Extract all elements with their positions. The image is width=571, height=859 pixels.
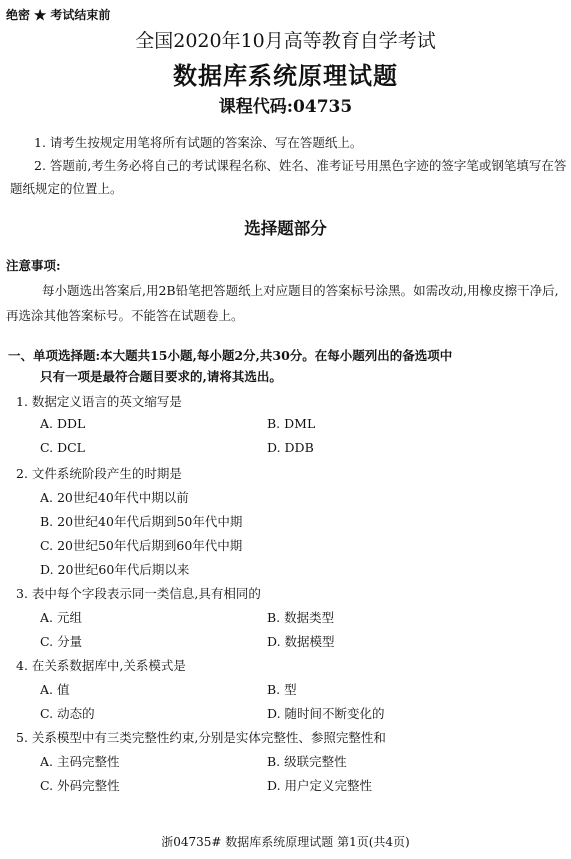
question-3-option-a: A. 元组 <box>40 610 82 625</box>
subject-title: 数据库系统原理试题 <box>173 61 398 90</box>
question-2-stem: 2. 文件系统阶段产生的时期是 <box>16 466 182 481</box>
question-5-option-c: C. 外码完整性 <box>40 778 120 793</box>
question-4-stem: 4. 在关系数据库中,关系模式是 <box>16 658 186 673</box>
question-4-option-b: B. 型 <box>267 682 297 697</box>
question-2-option-a: A. 20世纪40年代中期以前 <box>40 490 189 505</box>
exam-title: 全国2020年10月高等教育自学考试 <box>135 30 436 52</box>
question-5-option-a: A. 主码完整性 <box>40 754 120 769</box>
question-2-option-b: B. 20世纪40年代后期到50年代中期 <box>40 514 243 529</box>
section-title: 选择题部分 <box>244 219 327 238</box>
instruction-1: 1. 请考生按规定用笔将所有试题的答案涂、写在答题纸上。 <box>34 135 363 150</box>
question-4-option-a: A. 值 <box>40 682 70 697</box>
question-2-option-d: D. 20世纪60年代后期以来 <box>40 562 190 577</box>
question-1-option-b: B. DML <box>267 416 316 431</box>
part-one-heading <box>8 345 558 387</box>
question-1-option-a: A. DDL <box>40 416 86 431</box>
notice-body: 每小题选出答案后,用2B铅笔把答题纸上对应题目的答案标号涂黑。如需改动,用橡皮擦干净后,再选涂其他答案标号。不能答在试题卷上。 <box>6 283 559 323</box>
instruction-2: 2. 答题前,考生务必将自己的考试课程名称、姓名、准考证号用黑色字迹的签字笔或钢笔填写在答题纸规定的位置上。 <box>10 158 567 196</box>
question-1-stem: 1. 数据定义语言的英文缩写是 <box>16 394 182 409</box>
question-4-option-d: D. 随时间不断变化的 <box>267 706 385 721</box>
question-1-option-d: D. DDB <box>267 440 314 455</box>
question-2-option-c: C. 20世纪50年代后期到60年代中期 <box>40 538 243 553</box>
page-footer: 浙04735# 数据库系统原理试题 第1页(共4页) <box>161 835 410 849</box>
part-one-line-2: 只有一项是最符合题目要求的,请将其选出。 <box>40 369 282 384</box>
part-one-line-1: 一、单项选择题:本大题共15小题,每小题2分,共30分。在每小题列出的备选项中 <box>8 348 453 363</box>
question-5-option-d: D. 用户定义完整性 <box>267 778 373 793</box>
course-code: 课程代码:04735 <box>218 97 353 117</box>
question-3-option-c: C. 分量 <box>40 634 83 649</box>
question-5-stem: 5. 关系模型中有三类完整性约束,分别是实体完整性、参照完整性和 <box>16 730 386 745</box>
question-5-option-b: B. 级联完整性 <box>267 754 347 769</box>
question-4-option-c: C. 动态的 <box>40 706 95 721</box>
question-1-option-c: C. DCL <box>40 440 85 455</box>
question-3-stem: 3. 表中每个字段表示同一类信息,具有相同的 <box>16 586 261 601</box>
notice-label: 注意事项: <box>6 258 61 273</box>
question-3-option-b: B. 数据类型 <box>267 610 335 625</box>
question-3-option-d: D. 数据模型 <box>267 634 335 649</box>
confidential-mark: 绝密 ★ 考试结束前 <box>6 8 111 22</box>
